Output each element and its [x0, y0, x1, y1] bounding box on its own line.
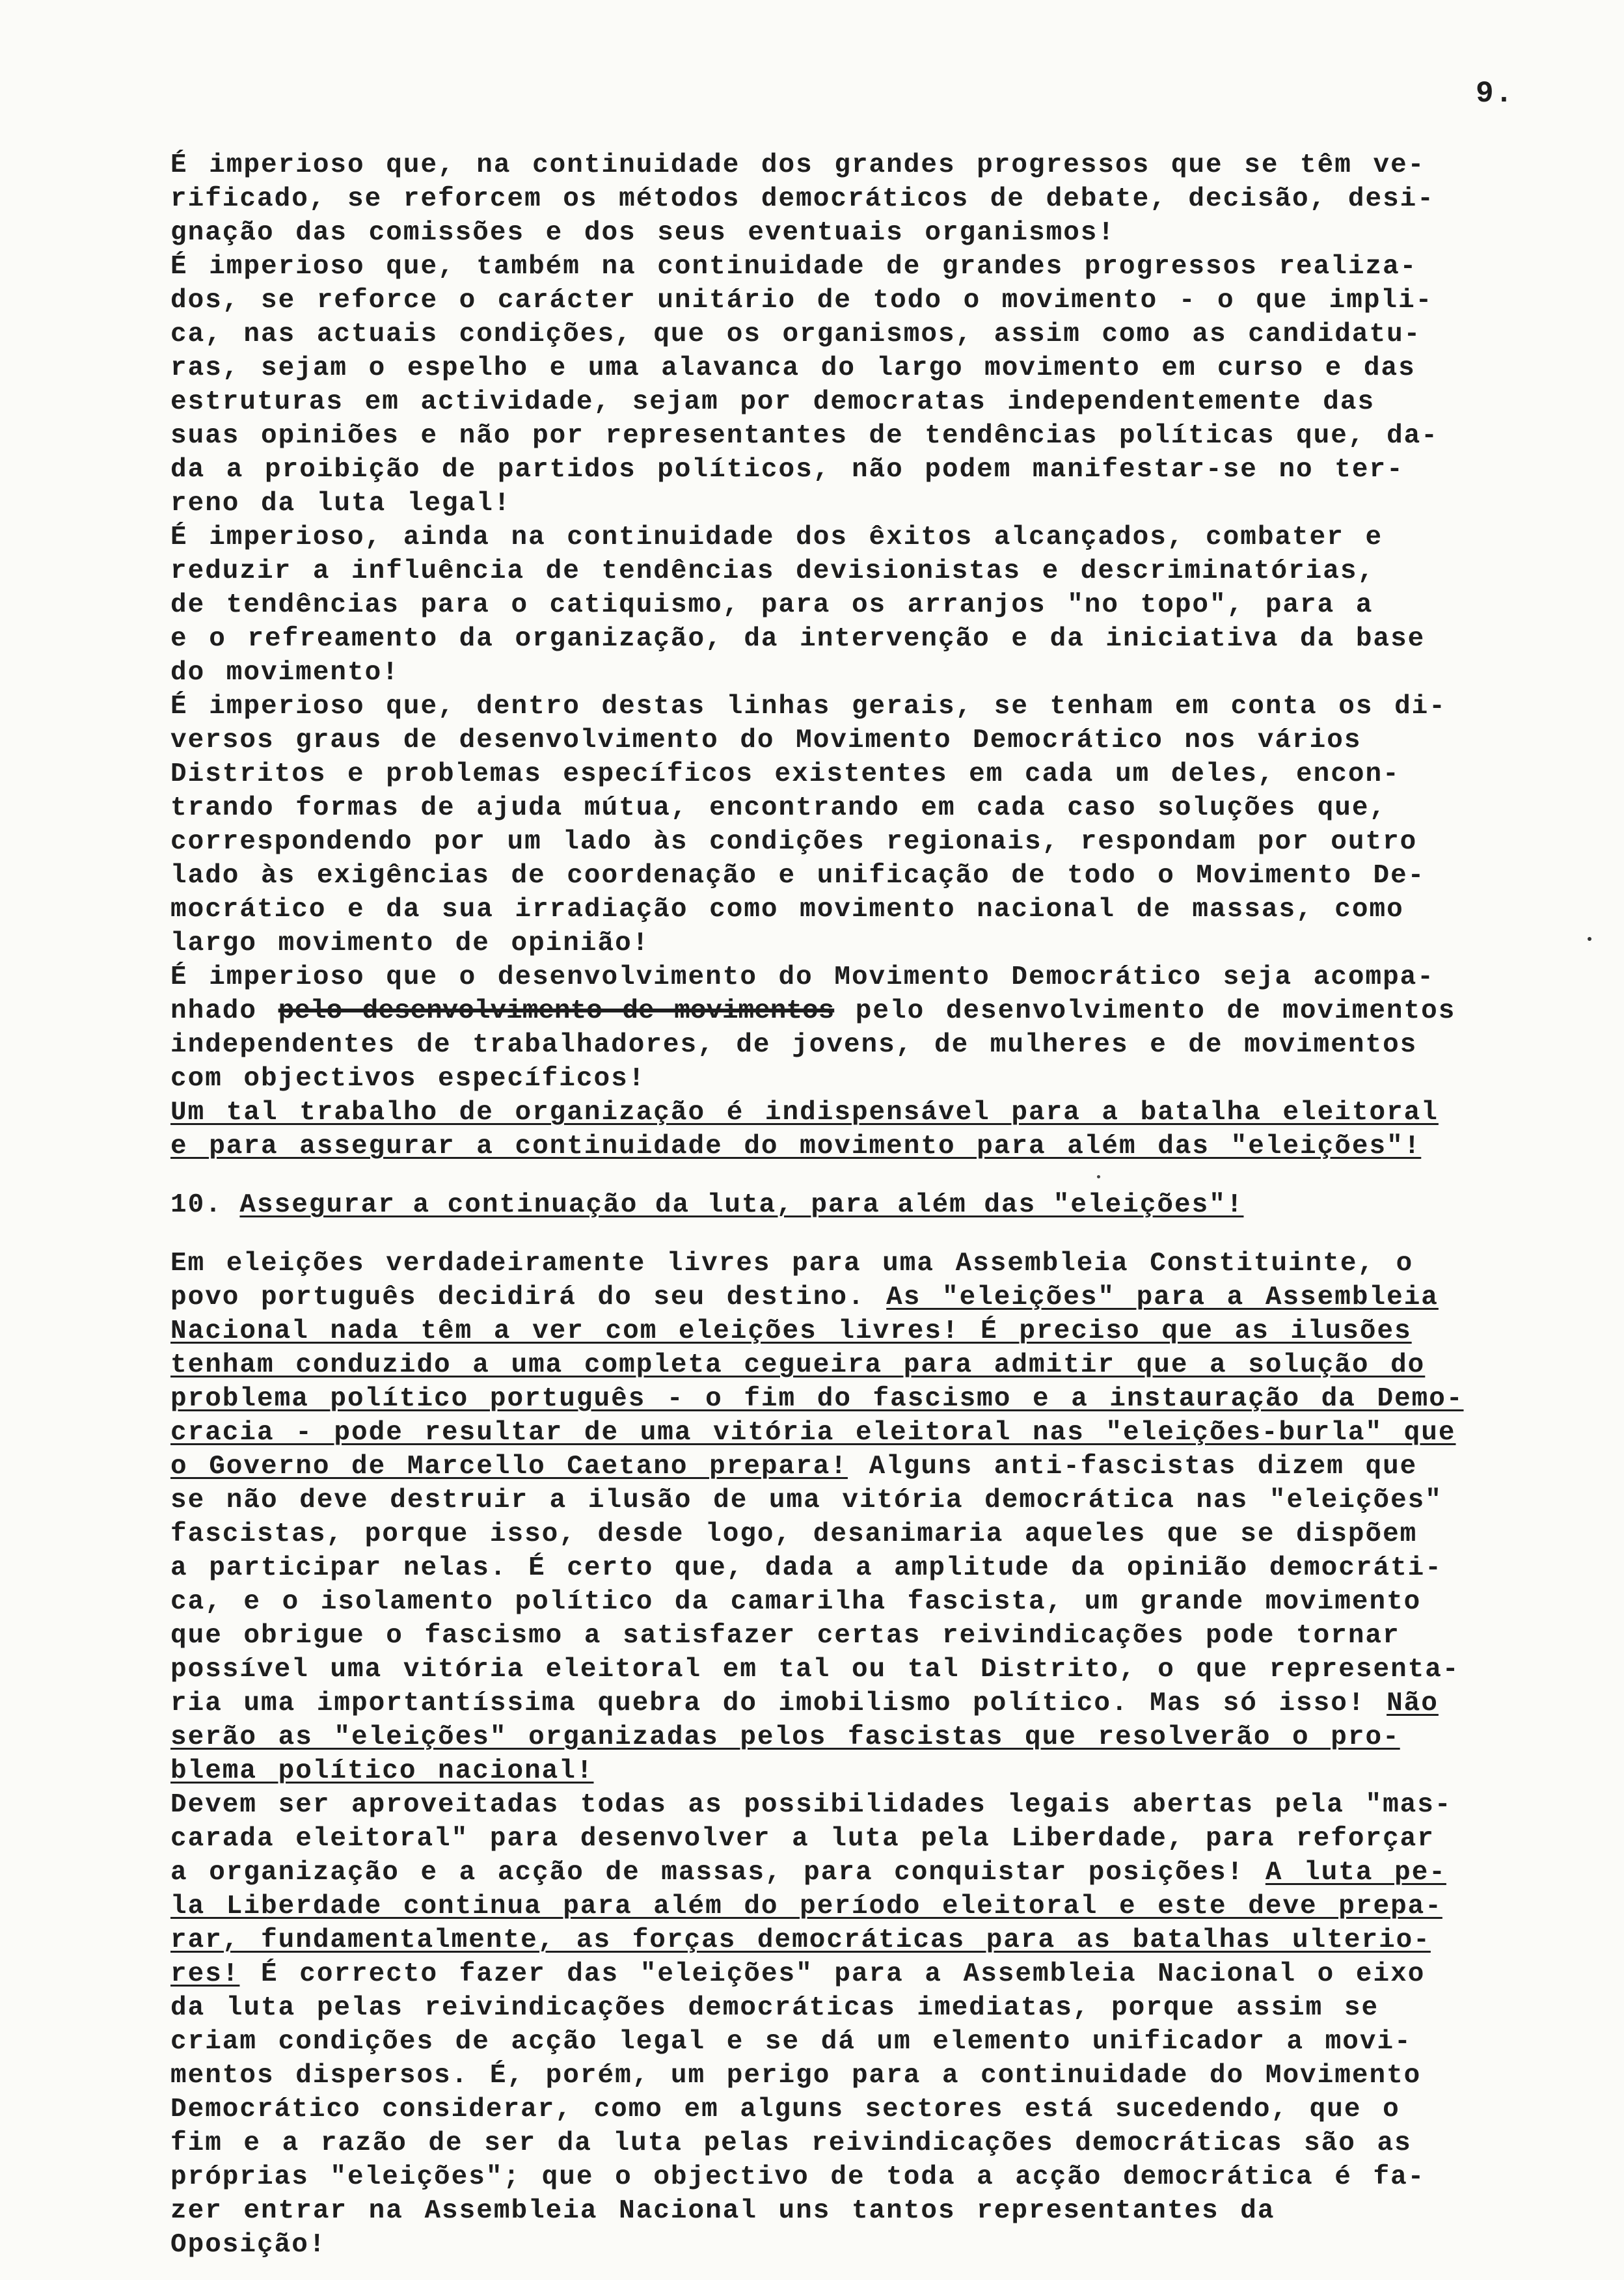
text-line: de tendências para o catiquismo, para os arranjos "no topo", para a [170, 590, 1374, 620]
text-line: fascistas, porque isso, desde logo, desanimaria aqueles que se dispõem [170, 1519, 1418, 1549]
text-line: zer entrar na Assembleia Nacional uns tantos representantes da [170, 2196, 1275, 2226]
underlined-line: la Liberdade continua para além do período eleitoral e este deve prepa- [170, 1892, 1442, 1921]
text-line: Oposição! [170, 2230, 327, 2260]
text-line: dos, se reforce o carácter unitário de todo o movimento - o que impli- [170, 286, 1433, 316]
text-line: Devem ser aproveitadas todas as possibilidades legais abertas pela "mas- [170, 1790, 1452, 1820]
text-line: possível uma vitória eleitoral em tal ou tal Distrito, o que representa- [170, 1655, 1460, 1685]
text-line [170, 1450, 1569, 1484]
underlined-line: cracia - pode resultar de uma vitória eleitoral nas "eleições-burla" que [170, 1418, 1456, 1448]
text-line [170, 1687, 1569, 1720]
text-line: É imperioso, ainda na continuidade dos êxitos alcançados, combater e [170, 522, 1383, 552]
underlined-text: A luta pe- [1265, 1858, 1446, 1888]
text-line: gnação das comissões e dos seus eventuais organismos! [170, 218, 1116, 248]
underlined-line: serão as "eleições" organizadas pelos fascistas que resolverão o pro- [170, 1722, 1400, 1752]
text-line: Democrático considerar, como em alguns sectores está sucedendo, que o [170, 2095, 1400, 2124]
text-line: fim e a razão de ser da luta pelas reivindicações democráticas são as [170, 2128, 1412, 2158]
text-fragment: Alguns anti-fascistas dizem que [869, 1452, 1418, 1482]
underlined-line: blema político nacional! [170, 1756, 594, 1786]
text-line: que obrigue o fascismo a satisfazer certas reivindicações pode tornar [170, 1621, 1400, 1651]
text-line: reduzir a influência de tendências devisionistas e descriminatórias, [170, 556, 1375, 586]
text-line: Em eleições verdadeiramente livres para uma Assembleia Constituinte, o [170, 1249, 1414, 1279]
underlined-line: rar, fundamentalmente, as forças democráticas para as batalhas ulterio- [170, 1925, 1431, 1955]
ink-dot [1097, 1175, 1100, 1178]
text-line: carada eleitoral" para desenvolver a luta pela Liberdade, para reforçar [170, 1824, 1435, 1854]
text-line: largo movimento de opinião! [170, 929, 650, 958]
text-line: ca, e o isolamento político da camarilha fascista, um grande movimento [170, 1587, 1422, 1617]
section-10-body [170, 1247, 1569, 2262]
section-heading [170, 1188, 1569, 1222]
text-line: É imperioso que, também na continuidade de grandes progressos realiza- [170, 252, 1418, 282]
text-line: mentos dispersos. É, porém, um perigo para a continuidade do Movimento [170, 2061, 1422, 2091]
text-line: ras, sejam o espelho e uma alavanca do largo movimento em curso e das [170, 353, 1416, 383]
struck-out-text: pelo desenvolvimento de movimentos [278, 996, 835, 1026]
text-fragment: nhado [170, 996, 258, 1026]
underlined-text: res! [170, 1959, 240, 1989]
text-line: da luta pelas reivindicações democráticas imediatas, porque assim se [170, 1993, 1379, 2023]
text-fragment: povo português decidirá do seu destino. [170, 1282, 865, 1312]
text-line [170, 1281, 1569, 1314]
text-line: reno da luta legal! [170, 489, 511, 519]
text-line: independentes de trabalhadores, de jovens, de mulheres e de movimentos [170, 1030, 1418, 1060]
text-fragment: ria uma importantíssima quebra do imobilismo político. Mas só isso! [170, 1689, 1366, 1718]
text-line: estruturas em actividade, sejam por democratas independentemente das [170, 387, 1375, 417]
text-line [170, 994, 1569, 1028]
text-line: Distritos e problemas específicos existentes em cada um deles, encon- [170, 759, 1400, 789]
text-line: a participar nelas. É certo que, dada a amplitude da opinião democráti- [170, 1553, 1442, 1583]
underlined-text: Não [1387, 1689, 1439, 1718]
underlined-text: o Governo de Marcello Caetano prepara! [170, 1452, 848, 1482]
underlined-line: Um tal trabalho de organização é indispensável para a batalha eleitoral [170, 1098, 1439, 1128]
underlined-line: tenham conduzido a uma completa cegueira para admitir que a solução do [170, 1350, 1426, 1380]
text-fragment: É correcto fazer das "eleições" para a Assembleia Nacional o eixo [261, 1959, 1426, 1989]
text-line: É imperioso que o desenvolvimento do Movimento Democrático seja acompa- [170, 962, 1435, 992]
underlined-line: Nacional nada têm a ver com eleições livres! É preciso que as ilusões [170, 1316, 1412, 1346]
text-line: rificado, se reforcem os métodos democráticos de debate, decisão, desi- [170, 184, 1435, 214]
underlined-text: As "eleições" para a Assembleia [886, 1282, 1439, 1312]
text-line: ca, nas actuais condições, que os organismos, assim como as candidatu- [170, 319, 1422, 349]
text-line: trando formas de ajuda mútua, encontrando em cada caso soluções que, [170, 793, 1387, 823]
text-fragment: a organização e a acção de massas, para conquistar posições! [170, 1858, 1245, 1888]
margin-mark [1588, 937, 1591, 941]
text-line: se não deve destruir a ilusão de uma vitória democrática nas "eleições" [170, 1486, 1442, 1515]
section-title: Assegurar a continuação da luta, para além das "eleições"! [239, 1190, 1244, 1220]
section-9-body [170, 148, 1569, 1163]
text-fragment: pelo desenvolvimento de movimentos [855, 996, 1456, 1026]
text-line: É imperioso que, na continuidade dos grandes progressos que se têm ve- [170, 150, 1426, 180]
text-line [170, 1957, 1569, 1991]
text-line: lado às exigências de coordenação e unificação de todo o Movimento De- [170, 861, 1426, 891]
text-line: correspondendo por um lado às condições regionais, respondam por outro [170, 827, 1418, 857]
page-number: 9. [1476, 77, 1515, 111]
text-line: É imperioso que, dentro destas linhas gerais, se tenham em conta os di- [170, 692, 1446, 722]
section-number: 10. [170, 1190, 223, 1220]
text-line: do movimento! [170, 658, 399, 688]
text-line: versos graus de desenvolvimento do Movimento Democrático nos vários [170, 726, 1362, 755]
underlined-line: problema político português - o fim do fascismo e a instauração da Demo- [170, 1384, 1464, 1414]
text-line [170, 1856, 1569, 1890]
text-line: mocrático e da sua irradiação como movimento nacional de massas, como [170, 895, 1404, 925]
text-line: suas opiniões e não por representantes de tendências políticas que, da- [170, 421, 1439, 451]
text-line: e o refreamento da organização, da intervenção e da iniciativa da base [170, 624, 1426, 654]
text-line: com objectivos específicos! [170, 1064, 646, 1094]
text-line: próprias "eleições"; que o objectivo de toda a acção democrática é fa- [170, 2162, 1426, 2192]
underlined-line: e para assegurar a continuidade do movimento para além das "eleições"! [170, 1132, 1422, 1161]
text-line: criam condições de acção legal e se dá um elemento unificador a movi- [170, 2027, 1412, 2057]
text-line: da a proibição de partidos políticos, não podem manifestar-se no ter- [170, 455, 1404, 485]
